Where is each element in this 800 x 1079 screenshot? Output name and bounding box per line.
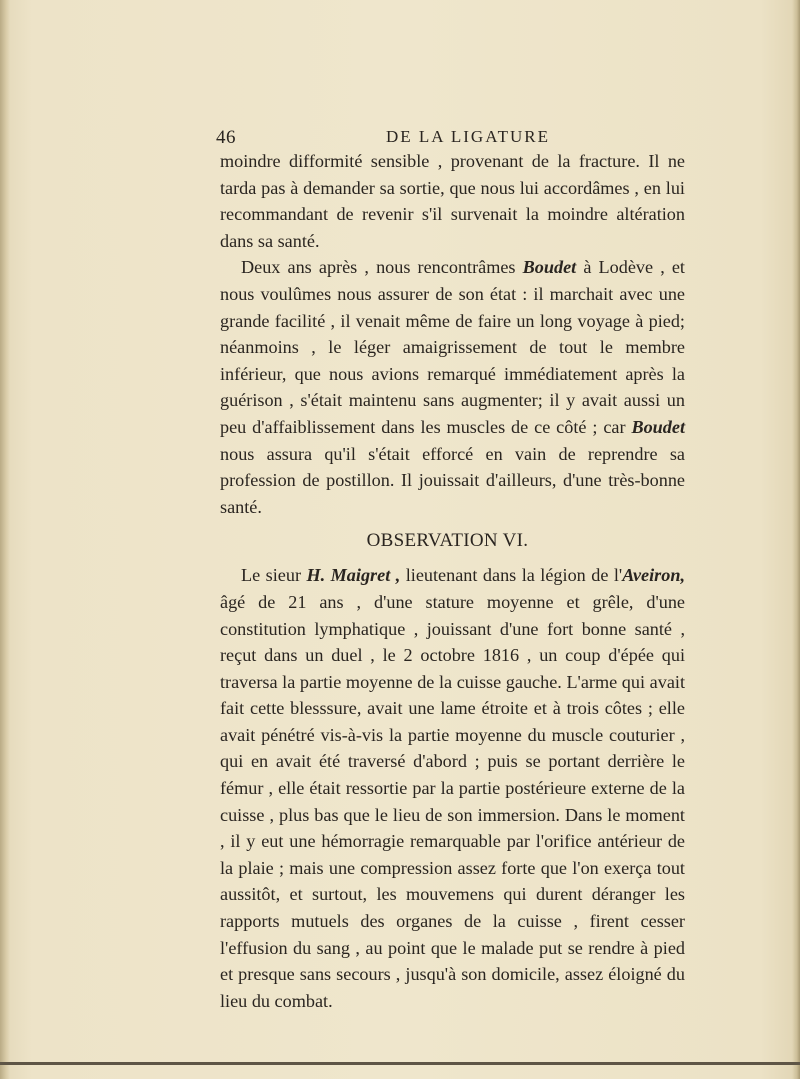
running-head: DE LA LIGATURE xyxy=(386,127,550,146)
page-bottom-rule xyxy=(0,1062,800,1065)
paragraph-2-part-1: Deux ans après , nous rencontrâmes xyxy=(241,257,523,278)
patient-name-boudet-2: Boudet xyxy=(631,416,685,437)
page-number: 46 xyxy=(216,127,236,148)
page-right-edge xyxy=(792,0,800,1079)
paragraph-3-part-1: Le sieur xyxy=(241,565,307,586)
paragraph-3-part-2: lieutenant dans la légion de l' xyxy=(400,565,623,586)
patient-name-maigret: H. Maigret , xyxy=(306,565,401,586)
paragraph-2-part-2: à Lodève , et nous voulûmes nous assurer de son état : il marchait avec une grande facilité , il venait même de faire un long voyage à pied; néanmoins , le léger amaigrissement de tout le membre inférieur, que nous avions remarqué immédiatement après la guérison , s'était maintenu sans augmenter; il y avait aussi un peu d'affaiblissement dans les muscles de ce côté ; car xyxy=(220,257,685,437)
body-text xyxy=(220,148,685,1014)
page-left-edge xyxy=(0,0,10,1079)
observation-title: OBSERVATION VI. xyxy=(366,530,529,552)
place-name-aveiron: Aveiron, xyxy=(622,565,685,586)
paragraph-1-text: moindre difformité sensible , provenant de la fracture. Il ne tarda pas à demander sa sortie, que nous lui accordâmes , en lui recommandant de revenir s'il survenait la moindre altération dans sa santé. xyxy=(220,151,685,251)
paragraph-2 xyxy=(220,254,685,520)
paragraph-1 xyxy=(220,148,685,254)
paragraph-3 xyxy=(220,562,685,1014)
paragraph-2-part-3: nous assura qu'il s'était efforcé en vain de reprendre sa profession de postillon. Il jouissait d'ailleurs, d'une très-bonne santé. xyxy=(220,443,685,517)
paragraph-3-part-3: âgé de 21 ans , d'une stature moyenne et grêle, d'une constitution lymphatique , jouissant d'une fort bonne santé , reçut dans un duel , le 2 octobre 1816 , un coup d'épée qui traversa la partie moyenne de la cuisse gauche. L'arme qui avait fait cette blesssure, avait une lame étroite et à trois côtes ; elle avait pénétré vis-à-vis la partie moyenne du muscle couturier , qui en avait été traversé d'abord ; puis se portant derrière le fémur , elle était ressortie par la partie postérieure externe de la cuisse , plus bas que le lieu de son immersion. Dans le moment , il y eut une hémorragie remarquable par l'orifice antérieur de la plaie ; mais une compression assez forte que l'on exerça tout aussitôt, et surtout, les mouvemens qui durent déranger les rapports mutuels des organes de la cuisse , firent cesser l'effusion du sang , au point que le malade put se rendre à pied et presque sans secours , jusqu'à son domicile, assez éloigné du lieu du combat. xyxy=(220,591,685,1011)
patient-name-boudet: Boudet xyxy=(522,257,577,278)
